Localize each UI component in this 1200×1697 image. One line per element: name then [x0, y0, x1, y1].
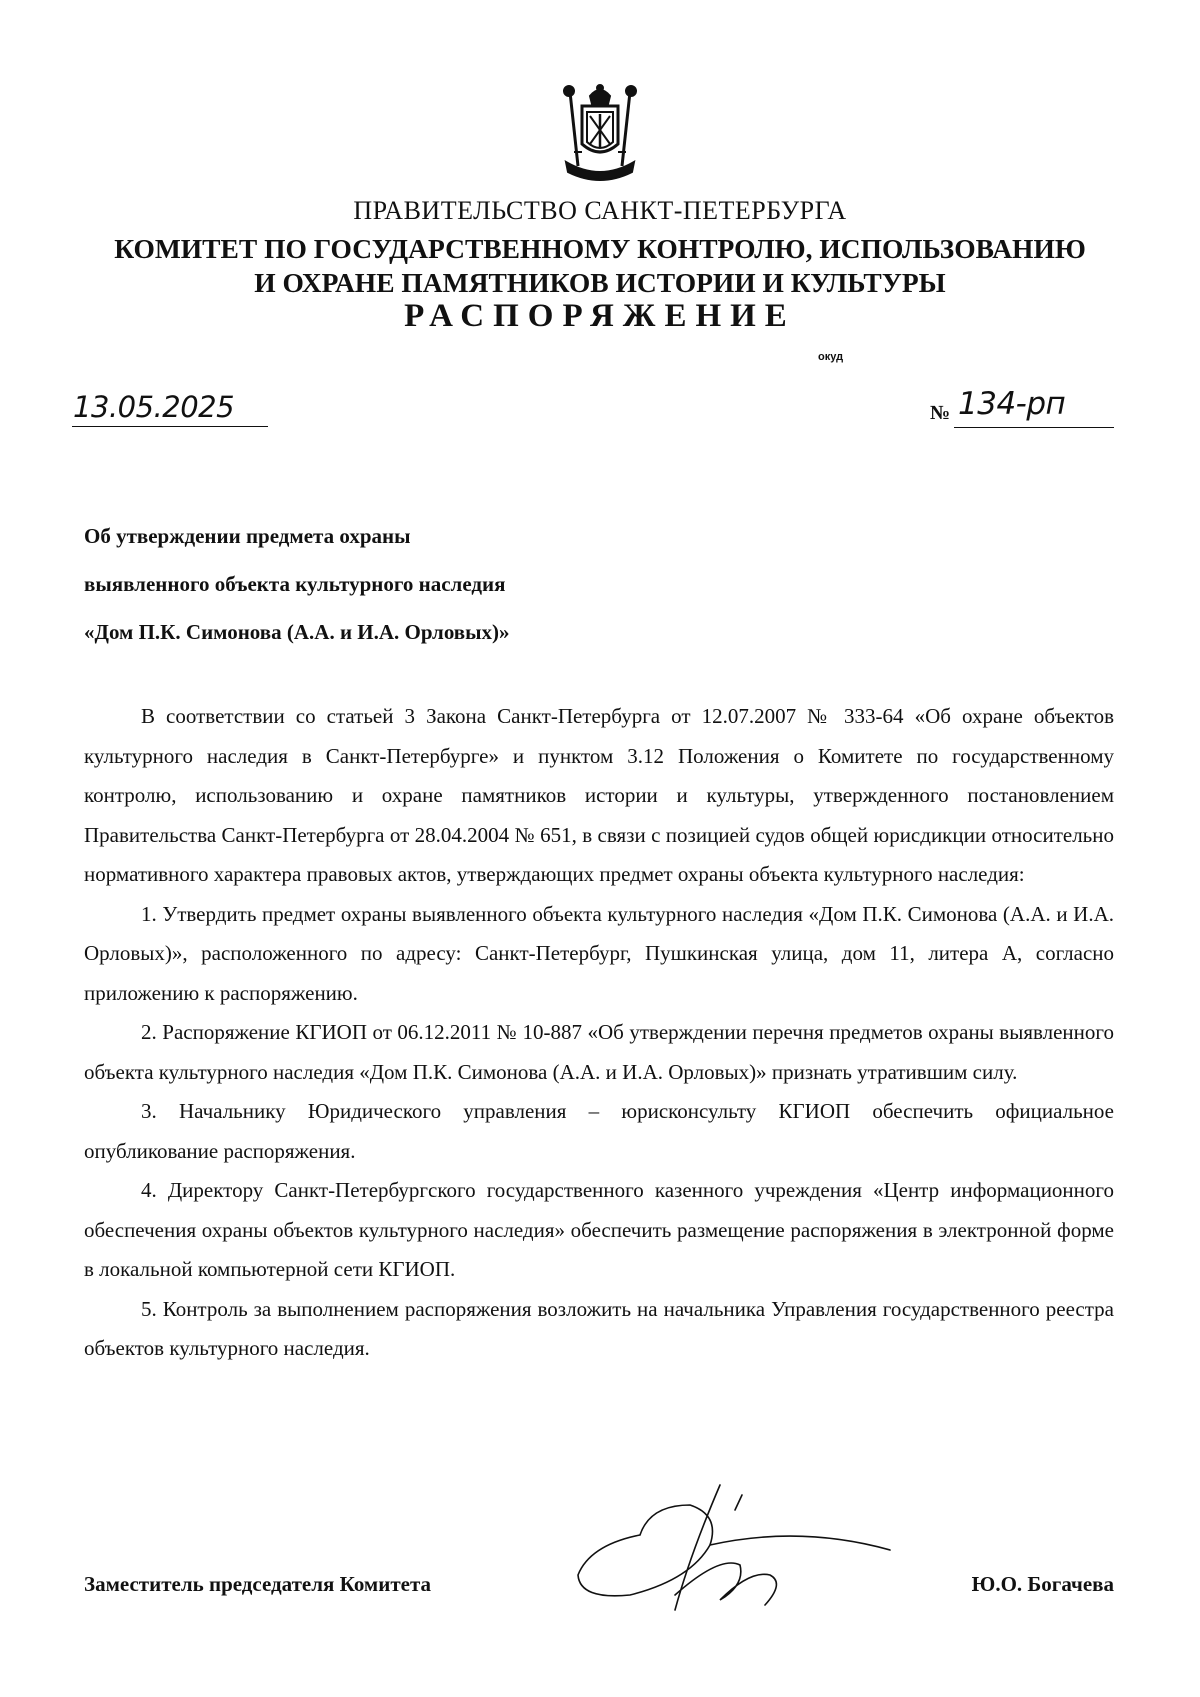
clause-paragraph: 3. Начальнику Юридического управления – юрисконсульту КГИОП обеспечить официальное опубликование распоряжения. — [84, 1099, 1114, 1163]
document-subject — [84, 522, 510, 666]
government-heading: ПРАВИТЕЛЬСТВО САНКТ-ПЕТЕРБУРГА — [353, 196, 847, 225]
subject-line: выявленного объекта культурного наследия — [84, 572, 506, 596]
okud-label: окуд — [818, 351, 844, 363]
number-sign: № — [930, 402, 951, 424]
committee-heading-line1: КОМИТЕТ ПО ГОСУДАРСТВЕННОМУ КОНТРОЛЮ, ИСПОЛЬЗОВАНИЮ — [114, 233, 1086, 264]
signatory-name: Ю.О. Богачева — [971, 1572, 1114, 1596]
signatory-position: Заместитель председателя Комитета — [84, 1572, 432, 1596]
preamble-paragraph: В соответствии со статьей 3 Закона Санкт-Петербурга от 12.07.2007 № 333-64 «Об охране объектов культурного наследия в Санкт-Петербурге» и пунктом 3.12 Положения о Комитете по государственному контролю, использованию и охране памятников истории и культуры, утвержденного постановлением Правительства Санкт-Петербурга от 28.04.2004 № 651, в связи с позицией судов общей юрисдикции относительно нормативного характера правовых актов, утверждающих предмет охраны объекта культурного наследия: — [84, 704, 1114, 886]
subject-line: Об утверждении предмета охраны — [84, 524, 411, 548]
coat-of-arms-icon — [552, 82, 648, 182]
date-underline — [72, 426, 268, 427]
handwritten-signature-icon — [570, 1475, 900, 1625]
clause-paragraph: 5. Контроль за выполнением распоряжения возложить на начальника Управления государственного реестра объектов культурного наследия. — [84, 1296, 1114, 1360]
document-type-heading: РАСПОРЯЖЕНИЕ — [404, 298, 796, 334]
clause-paragraph: 1. Утвердить предмет охраны выявленного объекта культурного наследия «Дом П.К. Симонова (А.А. и И.А. Орловых)», расположенного по адресу: Санкт-Петербург, Пушкинская улица, дом 11, литера А, согласно приложению к распоряжению. — [84, 901, 1114, 1005]
document-body — [84, 697, 1114, 1369]
document-number: 134-рп — [958, 386, 1066, 422]
subject-line: «Дом П.К. Симонова (А.А. и И.А. Орловых)» — [84, 620, 510, 644]
committee-heading — [0, 232, 1200, 300]
number-underline — [954, 427, 1114, 428]
clause-paragraph: 2. Распоряжение КГИОП от 06.12.2011 № 10-887 «Об утверждении перечня предметов охраны выявленного объекта культурного наследия «Дом П.К. Симонова (А.А. и И.А. Орловых)» признать утратившим силу. — [84, 1020, 1114, 1084]
document-date: 13.05.2025 — [73, 390, 235, 424]
clause-paragraph: 4. Директору Санкт-Петербургского государственного казенного учреждения «Центр информационного обеспечения охраны объектов культурного наследия» обеспечить размещение распоряжения в электронной форме в локальной компьютерной сети КГИОП. — [84, 1178, 1114, 1281]
committee-heading-line2: И ОХРАНЕ ПАМЯТНИКОВ ИСТОРИИ И КУЛЬТУРЫ — [254, 267, 946, 298]
